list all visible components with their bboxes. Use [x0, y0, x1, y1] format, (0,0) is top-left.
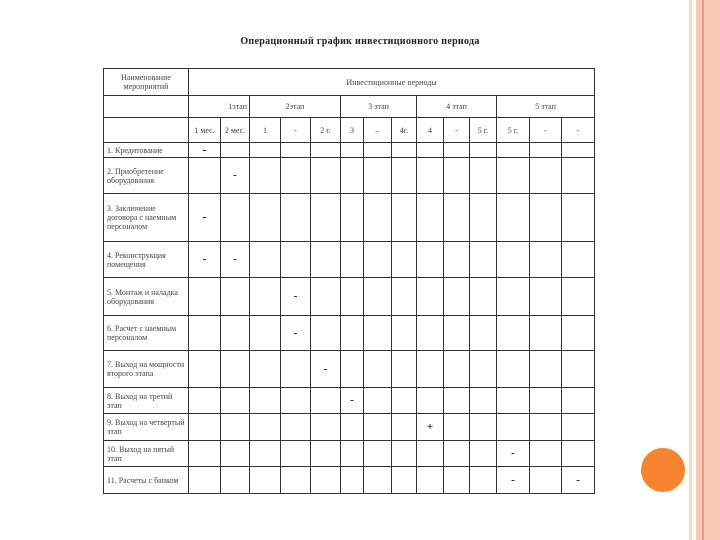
schedule-cell — [470, 194, 497, 242]
decorative-band — [696, 0, 720, 540]
period-column-header: 1 мес. — [189, 118, 221, 143]
schedule-cell — [530, 316, 562, 351]
table-row — [104, 441, 595, 467]
decorative-circle — [641, 448, 685, 492]
schedule-cell — [392, 242, 417, 278]
activity-label: 8. Выход на третий этап — [104, 388, 189, 414]
schedule-cell — [417, 242, 444, 278]
schedule-cell — [189, 388, 221, 414]
header-periods-cell: Инвестиционные периоды — [189, 69, 595, 96]
schedule-cell — [250, 388, 281, 414]
stage-header: 2этап — [250, 96, 341, 118]
schedule-cell — [364, 414, 392, 441]
schedule-cell — [281, 467, 311, 494]
schedule-cell — [311, 194, 341, 242]
schedule-cell — [250, 414, 281, 441]
schedule-cell — [311, 143, 341, 158]
schedule-cell — [470, 316, 497, 351]
schedule-cell — [341, 158, 364, 194]
schedule-mark: - — [281, 278, 311, 316]
document-title: Операционный график инвестиционного периода — [240, 36, 480, 47]
schedule-cell — [470, 441, 497, 467]
activity-label: 6. Расчет с наемным персоналом — [104, 316, 189, 351]
schedule-cell — [281, 194, 311, 242]
schedule-mark: - — [497, 441, 530, 467]
schedule-cell — [417, 143, 444, 158]
schedule-table — [103, 68, 595, 494]
schedule-mark: - — [311, 351, 341, 388]
schedule-cell — [250, 158, 281, 194]
period-column-header: – — [364, 118, 392, 143]
schedule-cell — [470, 351, 497, 388]
schedule-mark: - — [189, 242, 221, 278]
period-column-header: - — [562, 118, 595, 143]
schedule-cell — [530, 158, 562, 194]
schedule-cell — [392, 388, 417, 414]
schedule-cell — [392, 467, 417, 494]
schedule-cell — [562, 278, 595, 316]
schedule-cell — [341, 194, 364, 242]
schedule-cell — [250, 441, 281, 467]
schedule-cell — [364, 194, 392, 242]
schedule-mark: - — [221, 242, 250, 278]
schedule-cell — [497, 316, 530, 351]
schedule-cell — [497, 158, 530, 194]
schedule-cell — [530, 351, 562, 388]
schedule-cell — [497, 242, 530, 278]
schedule-cell — [250, 143, 281, 158]
schedule-cell — [221, 316, 250, 351]
schedule-cell — [497, 414, 530, 441]
schedule-cell — [341, 143, 364, 158]
schedule-cell — [392, 351, 417, 388]
schedule-cell — [497, 388, 530, 414]
schedule-cell — [470, 414, 497, 441]
schedule-cell — [364, 278, 392, 316]
schedule-cell — [221, 278, 250, 316]
schedule-cell — [417, 158, 444, 194]
table-row — [104, 351, 595, 388]
decorative-stripe — [689, 0, 692, 540]
schedule-cell — [444, 143, 470, 158]
schedule-cell — [341, 316, 364, 351]
period-column-header: 5 г. — [470, 118, 497, 143]
schedule-cell — [364, 467, 392, 494]
schedule-cell — [562, 388, 595, 414]
period-column-header: - — [444, 118, 470, 143]
table-row — [104, 467, 595, 494]
schedule-cell — [221, 194, 250, 242]
schedule-cell — [562, 441, 595, 467]
schedule-cell — [341, 414, 364, 441]
schedule-cell — [444, 467, 470, 494]
schedule-cell — [311, 278, 341, 316]
table-row — [104, 388, 595, 414]
schedule-cell — [497, 194, 530, 242]
activity-label: 1. Кредитование — [104, 143, 189, 158]
schedule-cell — [341, 467, 364, 494]
schedule-cell — [311, 388, 341, 414]
schedule-cell — [281, 388, 311, 414]
period-column-header: 1 — [250, 118, 281, 143]
schedule-cell — [417, 351, 444, 388]
schedule-cell — [530, 278, 562, 316]
schedule-cell — [250, 242, 281, 278]
period-column-header: 5 г. — [497, 118, 530, 143]
schedule-cell — [562, 351, 595, 388]
stage-header: 4 этап — [417, 96, 497, 118]
schedule-cell — [562, 242, 595, 278]
schedule-cell — [444, 242, 470, 278]
schedule-cell — [189, 467, 221, 494]
table-row — [104, 414, 595, 441]
schedule-cell — [311, 242, 341, 278]
schedule-cell — [530, 414, 562, 441]
schedule-cell — [497, 351, 530, 388]
schedule-cell — [311, 316, 341, 351]
schedule-cell — [417, 441, 444, 467]
schedule-cell — [250, 467, 281, 494]
schedule-cell — [311, 158, 341, 194]
schedule-cell — [221, 388, 250, 414]
schedule-cell — [530, 441, 562, 467]
decorative-line — [702, 0, 704, 540]
schedule-cell — [562, 158, 595, 194]
schedule-cell — [250, 316, 281, 351]
stage-header: 3 этап — [341, 96, 417, 118]
empty-cell — [104, 118, 189, 143]
schedule-mark: - — [281, 316, 311, 351]
period-column-header: 2 г. — [311, 118, 341, 143]
header-name-cell: Наименование мероприятий — [104, 69, 189, 96]
period-column-header: - — [530, 118, 562, 143]
schedule-cell — [444, 441, 470, 467]
schedule-cell — [530, 194, 562, 242]
schedule-cell — [250, 351, 281, 388]
schedule-cell — [417, 278, 444, 316]
activity-label: 3. Заключение договора с наемным персоналом — [104, 194, 189, 242]
schedule-cell — [189, 351, 221, 388]
schedule-cell — [189, 316, 221, 351]
schedule-cell — [444, 158, 470, 194]
schedule-cell — [392, 158, 417, 194]
schedule-cell — [364, 388, 392, 414]
activity-label: 9. Выход на четвертый этап — [104, 414, 189, 441]
schedule-cell — [364, 316, 392, 351]
schedule-cell — [189, 278, 221, 316]
activity-label: 10. Выход на пятый этап — [104, 441, 189, 467]
period-column-header: - — [281, 118, 311, 143]
schedule-cell — [470, 158, 497, 194]
schedule-cell — [281, 351, 311, 388]
table-row — [104, 242, 595, 278]
schedule-mark: - — [497, 467, 530, 494]
schedule-cell — [444, 351, 470, 388]
schedule-cell — [392, 278, 417, 316]
schedule-cell — [189, 158, 221, 194]
schedule-cell — [530, 242, 562, 278]
schedule-cell — [311, 441, 341, 467]
schedule-cell — [417, 388, 444, 414]
schedule-mark: - — [189, 194, 221, 242]
schedule-cell — [364, 242, 392, 278]
table-row — [104, 316, 595, 351]
schedule-cell — [392, 441, 417, 467]
schedule-cell — [417, 316, 444, 351]
schedule-cell — [341, 242, 364, 278]
period-column-header: 2 мес. — [221, 118, 250, 143]
schedule-cell — [341, 441, 364, 467]
schedule-cell — [281, 414, 311, 441]
schedule-cell — [444, 194, 470, 242]
schedule-cell — [341, 278, 364, 316]
activity-label: 2. Приобретение оборудования — [104, 158, 189, 194]
schedule-cell — [470, 143, 497, 158]
activity-label: 11. Расчеты с банком — [104, 467, 189, 494]
schedule-cell — [341, 351, 364, 388]
schedule-cell — [311, 467, 341, 494]
schedule-cell — [364, 143, 392, 158]
schedule-cell — [470, 278, 497, 316]
table-row — [104, 194, 595, 242]
schedule-mark: - — [189, 143, 221, 158]
schedule-cell — [530, 388, 562, 414]
schedule-cell — [562, 316, 595, 351]
schedule-cell — [392, 194, 417, 242]
schedule-cell — [392, 414, 417, 441]
schedule-mark: - — [221, 158, 250, 194]
schedule-cell — [444, 388, 470, 414]
period-column-header: 3 — [341, 118, 364, 143]
table-row — [104, 278, 595, 316]
schedule-cell — [221, 467, 250, 494]
table-row — [104, 143, 595, 158]
stage-header: 1этап — [189, 96, 250, 118]
schedule-cell — [189, 441, 221, 467]
empty-cell — [104, 96, 189, 118]
schedule-mark: - — [341, 388, 364, 414]
schedule-cell — [281, 242, 311, 278]
schedule-cell — [250, 278, 281, 316]
schedule-cell — [281, 441, 311, 467]
activity-label: 7. Выход на мощности второго этапа — [104, 351, 189, 388]
schedule-cell — [417, 467, 444, 494]
schedule-cell — [497, 278, 530, 316]
period-column-header: 4г. — [392, 118, 417, 143]
stage-header: 5 этап — [497, 96, 595, 118]
schedule-cell — [364, 351, 392, 388]
activity-label: 4. Реконструкция помещения — [104, 242, 189, 278]
schedule-cell — [281, 158, 311, 194]
schedule-cell — [444, 414, 470, 441]
schedule-cell — [470, 242, 497, 278]
schedule-cell — [221, 414, 250, 441]
schedule-cell — [470, 467, 497, 494]
schedule-cell — [562, 143, 595, 158]
schedule-cell — [530, 143, 562, 158]
schedule-cell — [221, 143, 250, 158]
schedule-cell — [364, 158, 392, 194]
schedule-cell — [364, 441, 392, 467]
schedule-cell — [392, 143, 417, 158]
schedule-cell — [392, 316, 417, 351]
schedule-mark: - — [562, 467, 595, 494]
schedule-cell — [221, 441, 250, 467]
schedule-cell — [470, 388, 497, 414]
schedule-cell — [417, 194, 444, 242]
schedule-cell — [250, 194, 281, 242]
schedule-cell — [444, 316, 470, 351]
period-column-header: 4 — [417, 118, 444, 143]
schedule-cell — [444, 278, 470, 316]
schedule-cell — [497, 143, 530, 158]
schedule-cell — [311, 414, 341, 441]
activity-label: 5. Монтаж и наладка оборудования — [104, 278, 189, 316]
schedule-cell — [189, 414, 221, 441]
schedule-cell — [221, 351, 250, 388]
schedule-cell — [562, 414, 595, 441]
schedule-cell — [281, 143, 311, 158]
schedule-cell — [530, 467, 562, 494]
table-row — [104, 158, 595, 194]
schedule-mark: + — [417, 414, 444, 441]
schedule-cell — [562, 194, 595, 242]
